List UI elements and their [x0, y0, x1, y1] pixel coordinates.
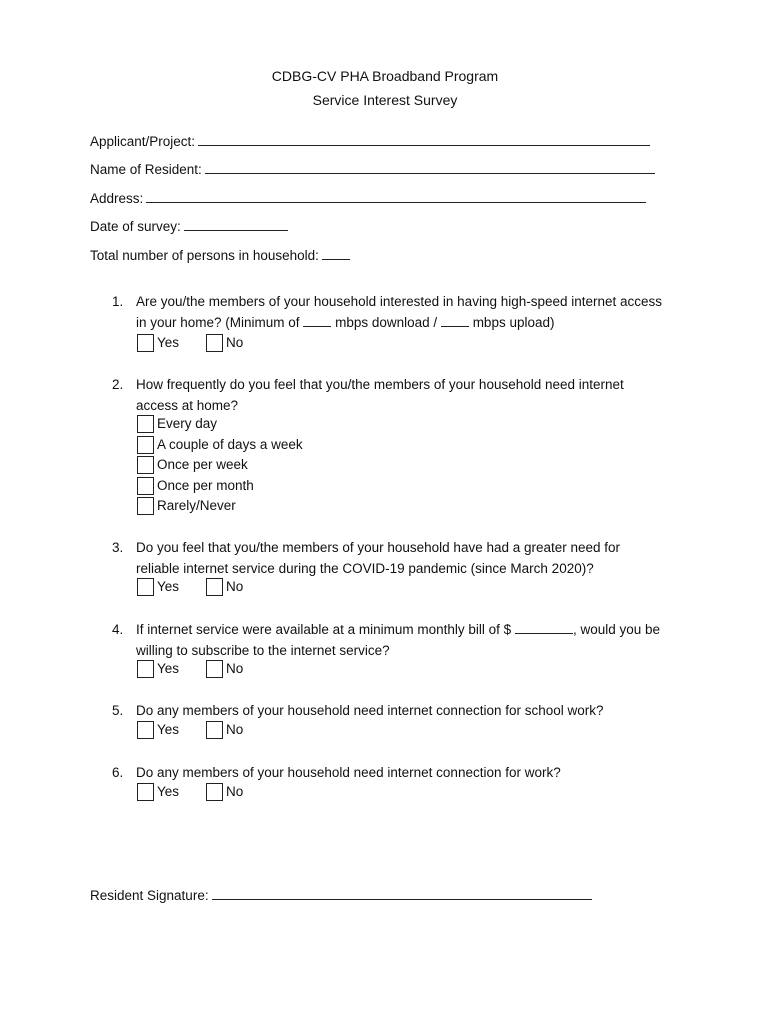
option-label: No	[226, 722, 244, 737]
checkbox[interactable]	[137, 334, 154, 352]
option-label: Once per month	[157, 478, 254, 493]
applicant-field	[90, 132, 650, 151]
address-input-line[interactable]	[146, 189, 646, 203]
option-label: No	[226, 661, 244, 676]
q6-option-yes[interactable]	[137, 783, 179, 801]
question-number: 6.	[112, 765, 124, 780]
question-text	[136, 375, 696, 416]
question-line: willing to subscribe to the internet service?	[136, 642, 390, 658]
option-label: Yes	[157, 784, 180, 799]
checkbox[interactable]	[137, 721, 154, 739]
checkbox[interactable]	[137, 578, 154, 596]
q5-option-no[interactable]	[206, 721, 243, 739]
form-title: CDBG-CV PHA Broadband Program	[271, 68, 499, 84]
household-input-line[interactable]	[322, 246, 350, 260]
q4-option-yes[interactable]	[137, 660, 179, 678]
q3-option-yes[interactable]	[137, 578, 179, 596]
address-label: Address:	[90, 191, 144, 206]
question-number: 4.	[112, 622, 124, 637]
signature-field	[90, 886, 592, 905]
resident-name-input-line[interactable]	[205, 160, 655, 174]
option-label: Once per week	[157, 457, 248, 472]
checkbox[interactable]	[206, 660, 223, 678]
date-input-line[interactable]	[184, 217, 288, 231]
resident-name-field	[90, 160, 655, 179]
question-line: How frequently do you feel that you/the members of your household need internet	[136, 377, 624, 392]
form-subtitle: Service Interest Survey	[312, 92, 458, 108]
q2-option-couple-days[interactable]	[137, 436, 303, 454]
question-number: 1.	[112, 294, 124, 309]
q2-option-every-day[interactable]	[137, 415, 217, 433]
question-line: access at home?	[136, 397, 239, 413]
download-speed-blank[interactable]	[303, 314, 331, 327]
q1-option-yes[interactable]	[137, 334, 179, 352]
q5-option-yes[interactable]	[137, 721, 179, 739]
checkbox[interactable]	[206, 334, 223, 352]
checkbox[interactable]	[206, 721, 223, 739]
question-line	[136, 313, 696, 334]
q4-option-no[interactable]	[206, 660, 243, 678]
option-label: Yes	[157, 335, 180, 350]
signature-input-line[interactable]	[212, 886, 592, 900]
checkbox[interactable]	[137, 477, 154, 495]
address-field	[90, 189, 646, 208]
question-text	[136, 538, 696, 579]
question-text-segment: in your home? (Minimum of	[136, 314, 300, 330]
q2-option-rarely-never[interactable]	[137, 497, 236, 515]
question-text	[136, 701, 696, 722]
question-text	[136, 763, 696, 784]
date-label: Date of survey:	[90, 219, 181, 234]
question-number: 3.	[112, 540, 124, 555]
date-field	[90, 217, 288, 236]
signature-label: Resident Signature:	[90, 888, 209, 903]
checkbox[interactable]	[137, 436, 154, 454]
question-text	[136, 292, 696, 333]
option-label: Every day	[157, 416, 218, 431]
household-label: Total number of persons in household:	[90, 248, 319, 263]
q6-option-no[interactable]	[206, 783, 243, 801]
upload-speed-blank[interactable]	[441, 314, 469, 327]
applicant-label: Applicant/Project:	[90, 134, 196, 149]
question-line: Do any members of your household need internet connection for work?	[136, 765, 561, 780]
checkbox[interactable]	[206, 578, 223, 596]
question-line: Are you/the members of your household interested in having high-speed internet access	[136, 294, 663, 309]
checkbox[interactable]	[137, 497, 154, 515]
q3-option-no[interactable]	[206, 578, 243, 596]
option-label: No	[226, 579, 244, 594]
question-text	[136, 620, 696, 661]
applicant-input-line[interactable]	[198, 132, 650, 146]
checkbox[interactable]	[137, 415, 154, 433]
question-text-segment: , would you be	[572, 622, 660, 637]
resident-name-label: Name of Resident:	[90, 162, 202, 177]
question-text-segment: If internet service were available at a minimum monthly bill of $	[136, 622, 512, 637]
checkbox[interactable]	[137, 660, 154, 678]
option-label: Yes	[157, 579, 180, 594]
q2-option-once-per-week[interactable]	[137, 456, 248, 474]
checkbox[interactable]	[137, 456, 154, 474]
q2-option-once-per-month[interactable]	[137, 477, 254, 495]
question-text-segment: mbps download /	[335, 314, 438, 330]
question-line	[136, 620, 696, 641]
checkbox[interactable]	[206, 783, 223, 801]
question-text-segment: mbps upload)	[472, 314, 555, 330]
checkbox[interactable]	[137, 783, 154, 801]
question-line: Do any members of your household need internet connection for school work?	[136, 703, 604, 718]
option-label: No	[226, 335, 244, 350]
option-label: No	[226, 784, 244, 799]
question-line: Do you feel that you/the members of your household have had a greater need for	[136, 540, 621, 555]
question-number: 5.	[112, 703, 124, 718]
option-label: Rarely/Never	[157, 498, 236, 513]
monthly-bill-blank[interactable]	[515, 621, 573, 634]
question-line: reliable internet service during the COVID-19 pandemic (since March 2020)?	[136, 560, 594, 576]
option-label: Yes	[157, 661, 180, 676]
household-field	[90, 246, 350, 265]
question-number: 2.	[112, 377, 124, 392]
option-label: A couple of days a week	[157, 437, 303, 452]
q1-option-no[interactable]	[206, 334, 243, 352]
option-label: Yes	[157, 722, 180, 737]
